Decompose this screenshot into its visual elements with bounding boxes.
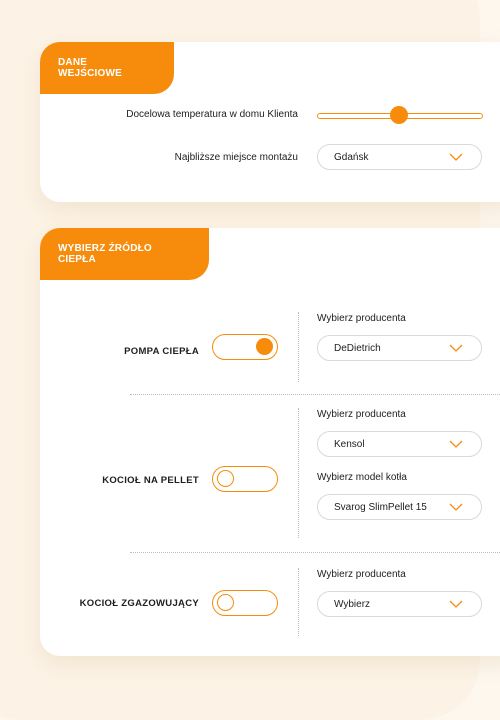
- row-divider: [130, 552, 500, 553]
- location-select-value: Gdańsk: [334, 151, 369, 163]
- pellet-boiler-label: KOCIOŁ NA PELLET: [102, 475, 199, 486]
- heat-pump-producer-value: DeDietrich: [334, 342, 381, 354]
- heat-source-tab: WYBIERZ ŹRÓDŁO CIEPŁA: [40, 228, 209, 280]
- input-data-card: [40, 42, 500, 202]
- heat-pump-label: POMPA CIEPŁA: [124, 346, 199, 357]
- pellet-boiler-toggle[interactable]: [212, 466, 278, 492]
- chevron-down-icon: [449, 440, 463, 448]
- temperature-label: Docelowa temperatura w domu Klienta: [126, 109, 298, 120]
- location-select[interactable]: [317, 144, 482, 170]
- column-divider: [298, 568, 299, 636]
- pellet-model-value: Svarog SlimPellet 15: [334, 501, 427, 513]
- chevron-down-icon: [449, 344, 463, 352]
- chevron-down-icon: [449, 503, 463, 511]
- pellet-producer-label: Wybierz producenta: [317, 409, 406, 420]
- toggle-knob: [256, 338, 273, 355]
- gasification-boiler-toggle[interactable]: [212, 590, 278, 616]
- chevron-down-icon: [449, 600, 463, 608]
- heat-pump-producer-label: Wybierz producenta: [317, 313, 406, 324]
- pellet-producer-select[interactable]: [317, 431, 482, 457]
- heat-pump-toggle[interactable]: [212, 334, 278, 360]
- temperature-slider-thumb[interactable]: [390, 106, 408, 124]
- gasification-producer-value: Wybierz: [334, 598, 371, 610]
- toggle-knob: [217, 470, 234, 487]
- pellet-model-label: Wybierz model kotła: [317, 472, 407, 483]
- gasification-producer-select[interactable]: [317, 591, 482, 617]
- heat-pump-producer-select[interactable]: [317, 335, 482, 361]
- pellet-producer-value: Kensol: [334, 438, 365, 450]
- pellet-model-select[interactable]: [317, 494, 482, 520]
- gasification-producer-label: Wybierz producenta: [317, 569, 406, 580]
- toggle-knob: [217, 594, 234, 611]
- location-label: Najbliższe miejsce montażu: [174, 152, 298, 163]
- chevron-down-icon: [449, 153, 463, 161]
- input-data-tab: DANE WEJŚCIOWE: [40, 42, 174, 94]
- row-divider: [130, 394, 500, 395]
- gasification-boiler-label: KOCIOŁ ZGAZOWUJĄCY: [79, 598, 199, 609]
- column-divider: [298, 312, 299, 382]
- column-divider: [298, 408, 299, 538]
